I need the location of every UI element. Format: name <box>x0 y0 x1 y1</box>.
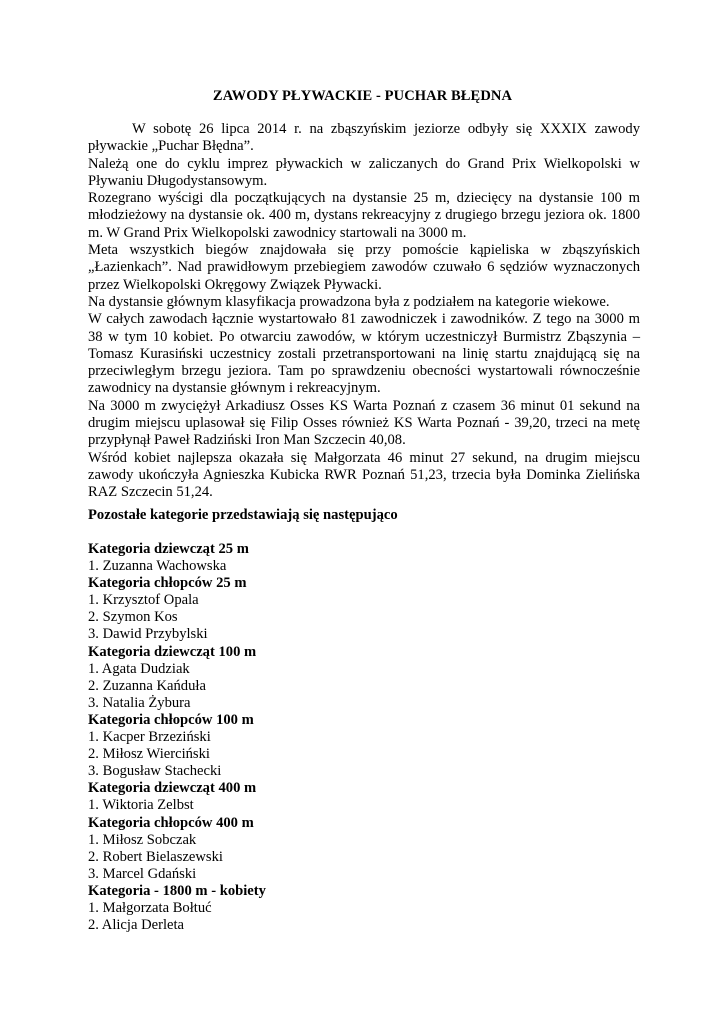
article-body <box>88 121 640 502</box>
result-line: 2. Zuzanna Kańduła <box>88 677 206 694</box>
category-heading: Kategoria dziewcząt 25 m <box>88 541 249 557</box>
result-line: 1. Miłosz Sobczak <box>88 831 197 848</box>
result-line: 1. Krzysztof Opala <box>88 592 199 609</box>
section-heading: Pozostałe kategorie przedstawiają się następująco <box>88 507 398 523</box>
result-line: 3. Natalia Żybura <box>88 694 191 711</box>
page-title: ZAWODY PŁYWACKIE - PUCHAR BŁĘDNA <box>212 88 513 104</box>
result-line: 2. Szymon Kos <box>88 609 178 626</box>
result-line: 3. Dawid Przybylski <box>88 626 208 643</box>
result-line: 1. Małgorzata Bołtuć <box>88 899 212 916</box>
category-results <box>88 541 640 934</box>
paragraph-women-results: Wśród kobiet najlepsza okazała się Małgorzata 46 minut 27 sekund, na drugim miejscu zawody ukończyła Agnieszka Kubicka RWR Poznań 51,23, trzecia była Dominka Zielińska RAZ Szczecin 51,24. <box>88 449 640 501</box>
paragraph-grand-prix: Należą one do cyklu imprez pływackich w zaliczanych do Grand Prix Wielkopolski w Pływaniu Długodystansowym. <box>88 155 640 189</box>
category-heading: Kategoria chłopców 25 m <box>88 575 247 592</box>
paragraph-participants: W całych zawodach łącznie wystartowało 81 zawodniczek i zawodników. Z tego na 3000 m 38 w tym 10 kobiet. Po otwarciu zawodów, w którym uczestniczył Burmistrz Zbąszynia – Tomasz Kurasiński uczestnicy zostali przetransportowani na linię startu znajdującą się na przeciwległym brzegu jeziora. Tam po sprawdzeniu obecności wystartowali równocześnie zawodnicy na dystansie głównym i rekreacyjnym. <box>88 311 640 397</box>
category-heading: Kategoria chłopców 400 m <box>88 814 254 831</box>
result-line: 1. Kacper Brzeziński <box>88 729 211 746</box>
result-line: 2. Alicja Derleta <box>88 917 185 934</box>
result-line: 2. Robert Bielaszewski <box>88 848 223 865</box>
result-line: 2. Miłosz Wierciński <box>88 746 210 763</box>
category-heading: Kategoria dziewcząt 100 m <box>88 643 257 660</box>
result-line: 3. Bogusław Stachecki <box>88 763 222 780</box>
paragraph-distances: Rozegrano wyścigi dla początkujących na dystansie 25 m, dziecięcy na dystansie 100 m młodzieżowy na dystansie ok. 400 m, dystans rekreacyjny z drugiego brzegu jeziora ok. 1800 m. W Grand Prix Wielkopolski zawodnicy startowali na 3000 m. <box>88 190 640 241</box>
paragraph-men-results: Na 3000 m zwyciężył Arkadiusz Osses KS Warta Poznań z czasem 36 minut 01 sekund na drugim miejscu uplasował się Filip Osses również KS Warta Poznań - 39,20, trzeci na metę przypłynął Paweł Radziński Iron Man Szczecin 40,08. <box>88 397 640 449</box>
paragraph-finish-line: Meta wszystkich biegów znajdowała się przy pomoście kąpieliska w zbąszyńskich „Łazienkach”. Nad prawidłowym przebiegiem zawodów czuwało 6 sędziów wyznaczonych przez Wielkopolski Okręgowy Związek Pływacki. <box>88 242 640 293</box>
paragraph-intro: W sobotę 26 lipca 2014 r. na zbąszyńskim jeziorze odbyły się XXXIX zawody pływackie „Puchar Błędna”. <box>88 121 640 155</box>
category-heading: Kategoria - 1800 m - kobiety <box>88 882 266 899</box>
result-line: 1. Zuzanna Wachowska <box>88 558 227 575</box>
result-line: 3. Marcel Gdański <box>88 865 197 882</box>
result-line: 1. Wiktoria Zelbst <box>88 797 194 814</box>
category-heading: Kategoria chłopców 100 m <box>88 711 254 728</box>
paragraph-classification: Na dystansie głównym klasyfikacja prowadzona była z podziałem na kategorie wiekowe. <box>88 293 610 310</box>
category-heading: Kategoria dziewcząt 400 m <box>88 780 257 797</box>
result-line: 1. Agata Dudziak <box>88 660 190 677</box>
